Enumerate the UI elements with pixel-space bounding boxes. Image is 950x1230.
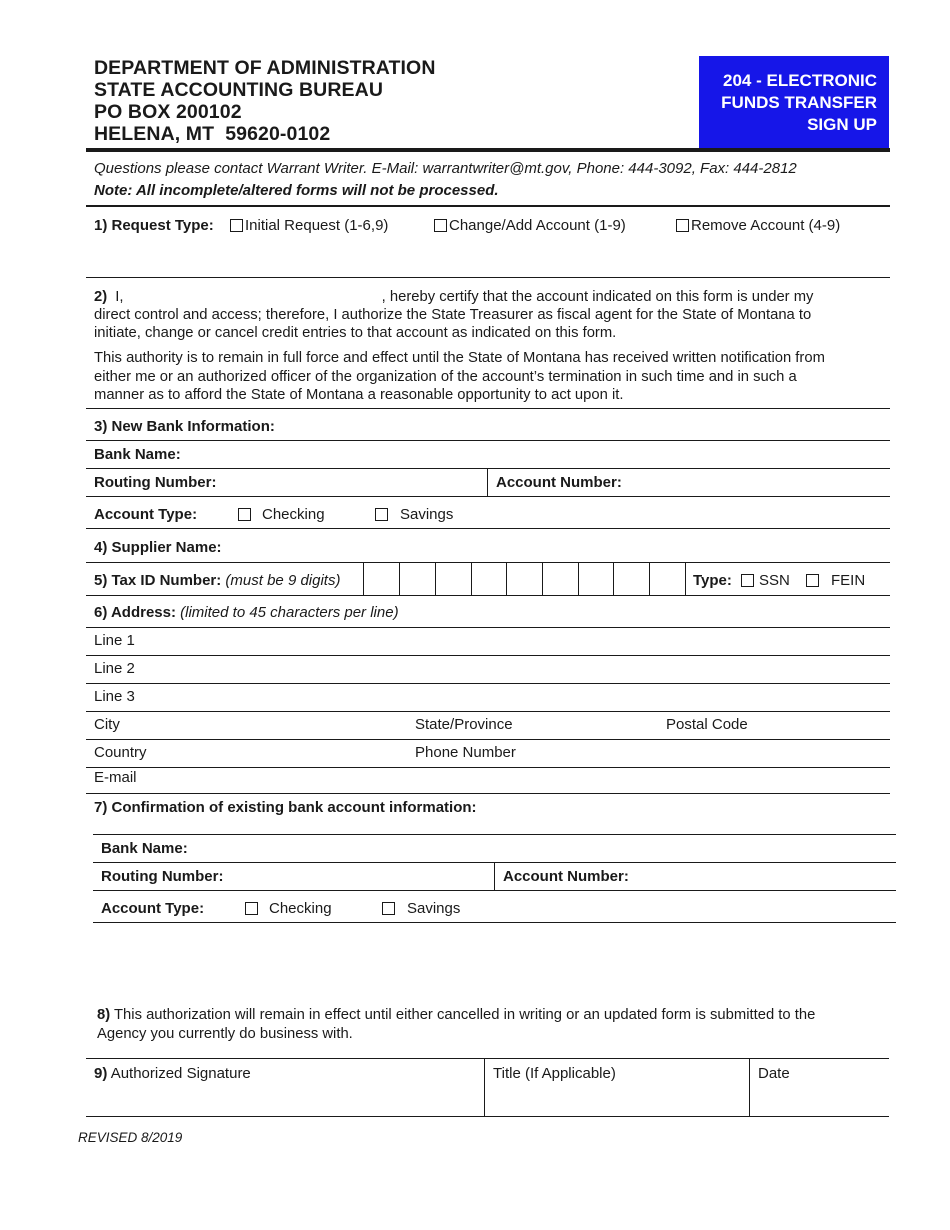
tax-id-label: 5) Tax ID Number: (must be 9 digits): [94, 572, 341, 589]
date-label: Date: [758, 1065, 790, 1082]
tax-id-type-label: Type:: [693, 572, 732, 589]
certification-statement: 2) I, , hereby certify that the account indicated on this form is under my direct control and access; therefore, I authorize the State Treasurer as fiscal agent for the State of Montana to initiate, change or cancel credit entries to that account as indicated on this form.: [94, 289, 814, 341]
authorized-signature-field[interactable]: [90, 1084, 480, 1114]
checkbox-remove-account[interactable]: [676, 219, 689, 232]
contact-rule: [86, 205, 890, 207]
existing-routing-number-field[interactable]: [232, 864, 490, 890]
tax-id-digit-boxes: [363, 563, 685, 595]
header-thick-rule: [86, 148, 890, 152]
existing-account-number-label: Account Number:: [503, 868, 629, 885]
email-field[interactable]: [145, 769, 888, 792]
tax-id-digit-8[interactable]: [613, 563, 649, 595]
tax-id-digit-2[interactable]: [399, 563, 435, 595]
checkbox-existing-checking[interactable]: [245, 902, 258, 915]
new-option-savings[interactable]: Savings: [375, 506, 453, 523]
new-account-type-label: Account Type:: [94, 506, 198, 523]
certify-name-field[interactable]: [128, 287, 382, 301]
tax-id-digit-7[interactable]: [578, 563, 614, 595]
option-initial-request[interactable]: Initial Request (1-6,9): [230, 217, 388, 234]
address-line3-field[interactable]: [145, 685, 888, 710]
postal-code-field[interactable]: [755, 713, 888, 738]
checkbox-change-add-account[interactable]: [434, 219, 447, 232]
city-field[interactable]: [130, 713, 405, 738]
new-bank-info-title: 3) New Bank Information:: [94, 418, 275, 435]
request-type-label: 1) Request Type:: [94, 217, 214, 234]
address-line2-field[interactable]: [145, 657, 888, 682]
new-account-number-label: Account Number:: [496, 474, 622, 491]
supplier-name-label: 4) Supplier Name:: [94, 539, 222, 556]
checkbox-initial-request[interactable]: [230, 219, 243, 232]
city-state-zip: HELENA, MT 59620-0102: [94, 123, 331, 145]
country-label: Country: [94, 744, 147, 761]
badge-line-1: 204 - ELECTRONIC: [723, 71, 877, 90]
form-number-badge: [699, 56, 889, 148]
email-label: E-mail: [94, 769, 137, 786]
existing-option-savings[interactable]: Savings: [382, 900, 460, 917]
title-field[interactable]: [488, 1084, 744, 1114]
date-field[interactable]: [753, 1084, 887, 1114]
bureau-name: STATE ACCOUNTING BUREAU: [94, 79, 384, 101]
new-option-checking[interactable]: Checking: [238, 506, 325, 523]
section2-number: 2): [94, 289, 108, 305]
incomplete-note: Note: All incomplete/altered forms will not be processed.: [94, 182, 499, 199]
phone-number-field[interactable]: [525, 741, 888, 766]
authorization-duration-statement: 8) This authorization will remain in effect until either cancelled in writing or an updated form is submitted to the Agency you currently do business with.: [97, 1007, 816, 1042]
new-bank-name-field[interactable]: [190, 442, 888, 468]
existing-account-type-label: Account Type:: [101, 900, 205, 917]
po-box: PO BOX 200102: [94, 101, 242, 123]
state-province-field[interactable]: [520, 713, 660, 738]
tax-id-digit-6[interactable]: [542, 563, 578, 595]
badge-line-2: FUNDS TRANSFER: [721, 93, 877, 112]
certify-i: I,: [115, 289, 124, 305]
city-label: City: [94, 716, 120, 733]
new-bank-name-label: Bank Name:: [94, 446, 181, 463]
state-province-label: State/Province: [415, 716, 513, 733]
option-fein[interactable]: FEIN: [806, 572, 865, 589]
postal-code-label: Postal Code: [666, 716, 748, 733]
option-change-add-account[interactable]: Change/Add Account (1-9): [434, 217, 626, 234]
address-line2-label: Line 2: [94, 660, 135, 677]
new-routing-number-label: Routing Number:: [94, 474, 217, 491]
title-label: Title (If Applicable): [493, 1065, 616, 1082]
checkbox-fein[interactable]: [806, 574, 819, 587]
tax-id-digit-5[interactable]: [506, 563, 542, 595]
option-ssn[interactable]: SSN: [741, 572, 790, 589]
tax-id-digit-9[interactable]: [649, 563, 686, 595]
authorized-signature-label: 9) Authorized Signature: [94, 1065, 251, 1082]
existing-bank-name-label: Bank Name:: [101, 840, 188, 857]
country-field[interactable]: [152, 741, 405, 766]
authority-statement: This authority is to remain in full force and effect until the State of Montana has received written notification from either me or an authorized officer of the organization of the account’s termination in such time and in such a manner as to afford the State of Montana a reasonable opportunity to act upon it.: [94, 350, 825, 403]
new-routing-number-field[interactable]: [225, 470, 483, 496]
existing-bank-confirmation-title: 7) Confirmation of existing bank account information:: [94, 799, 477, 816]
existing-option-checking[interactable]: Checking: [245, 900, 332, 917]
existing-account-number-field[interactable]: [637, 864, 894, 890]
checkbox-existing-savings[interactable]: [382, 902, 395, 915]
supplier-name-field[interactable]: [232, 534, 888, 560]
new-account-number-field[interactable]: [630, 470, 888, 496]
revision-date: REVISED 8/2019: [78, 1130, 183, 1145]
tax-id-digit-4[interactable]: [471, 563, 507, 595]
existing-bank-name-field[interactable]: [197, 836, 894, 862]
agency-name: DEPARTMENT OF ADMINISTRATION: [94, 57, 436, 79]
tax-id-digit-3[interactable]: [435, 563, 471, 595]
badge-line-3: SIGN UP: [807, 115, 877, 134]
address-line1-label: Line 1: [94, 632, 135, 649]
option-remove-account[interactable]: Remove Account (4-9): [676, 217, 840, 234]
checkbox-new-checking[interactable]: [238, 508, 251, 521]
tax-id-digit-1[interactable]: [363, 563, 399, 595]
section1-rule: [86, 277, 890, 278]
agency-address-block: [94, 57, 436, 145]
address-line1-field[interactable]: [145, 629, 888, 654]
checkbox-ssn[interactable]: [741, 574, 754, 587]
section2-rule: [86, 408, 890, 409]
checkbox-new-savings[interactable]: [375, 508, 388, 521]
address-label: 6) Address: (limited to 45 characters per line): [94, 604, 399, 621]
phone-number-label: Phone Number: [415, 744, 516, 761]
contact-line: Questions please contact Warrant Writer. E-Mail: warrantwriter@mt.gov, Phone: 444-3092, Fax: 444-2812: [94, 160, 797, 177]
existing-routing-number-label: Routing Number:: [101, 868, 224, 885]
address-line3-label: Line 3: [94, 688, 135, 705]
